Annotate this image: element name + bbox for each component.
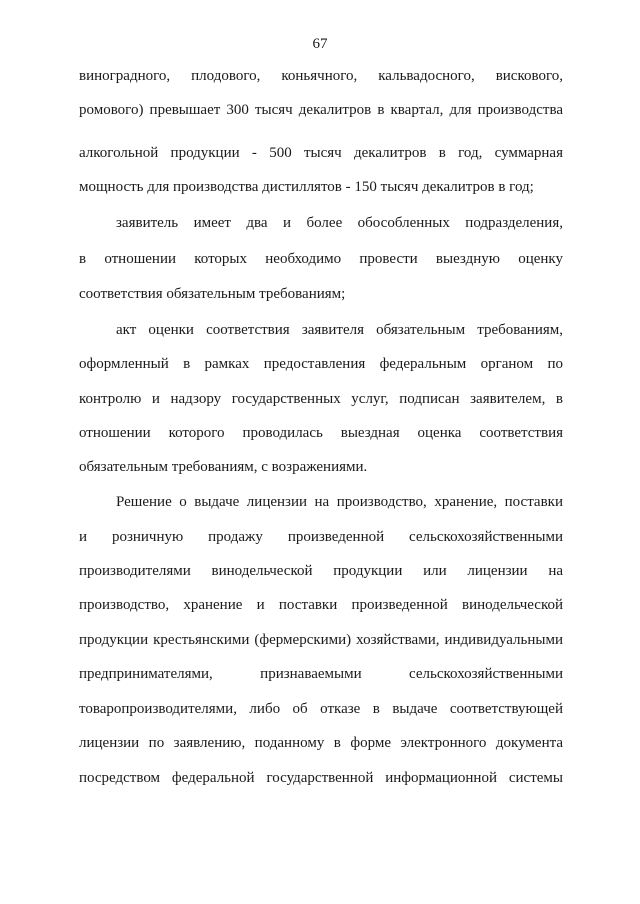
- text-line: мощность для производства дистиллятов - 150 тысяч декалитров в год;: [79, 179, 534, 195]
- text-line: посредством федеральной государственной информационной системы: [79, 770, 563, 786]
- text-line: и розничную продажу произведенной сельскохозяйственными: [79, 529, 563, 545]
- text-line: продукции крестьянскими (фермерскими) хозяйствами, индивидуальными: [79, 632, 563, 648]
- text-line: соответствия обязательным требованиям;: [79, 286, 346, 302]
- text-line: лицензии по заявлению, поданному в форме электронного документа: [79, 735, 563, 751]
- text-line: обязательным требованиям, с возражениями.: [79, 459, 368, 475]
- text-line: оформленный в рамках предоставления федеральным органом по: [79, 356, 563, 372]
- text-line: виноградного, плодового, коньячного, кальвадосного, вискового,: [79, 68, 563, 84]
- text-line: производство, хранение и поставки произведенной винодельческой: [79, 597, 563, 613]
- text-line: товаропроизводителями, либо об отказе в выдаче соответствующей: [79, 701, 563, 717]
- text-line: заявитель имеет два и более обособленных подразделения,: [116, 215, 563, 231]
- text-line: производителями винодельческой продукции или лицензии на: [79, 563, 563, 579]
- text-line: акт оценки соответствия заявителя обязательным требованиям,: [116, 322, 563, 338]
- text-line: в отношении которых необходимо провести выездную оценку: [79, 251, 563, 267]
- text-line: Решение о выдаче лицензии на производство, хранение, поставки: [116, 494, 563, 510]
- text-line: отношении которого проводилась выездная оценка соответствия: [79, 425, 563, 441]
- text-line: алкогольной продукции - 500 тысяч декалитров в год, суммарная: [79, 145, 563, 161]
- text-line: ромового) превышает 300 тысяч декалитров в квартал, для производства: [79, 102, 563, 118]
- text-line: предпринимателями, признаваемыми сельскохозяйственными: [79, 666, 563, 682]
- text-line: контролю и надзору государственных услуг, подписан заявителем, в: [79, 391, 563, 407]
- page-number: 67: [312, 36, 328, 52]
